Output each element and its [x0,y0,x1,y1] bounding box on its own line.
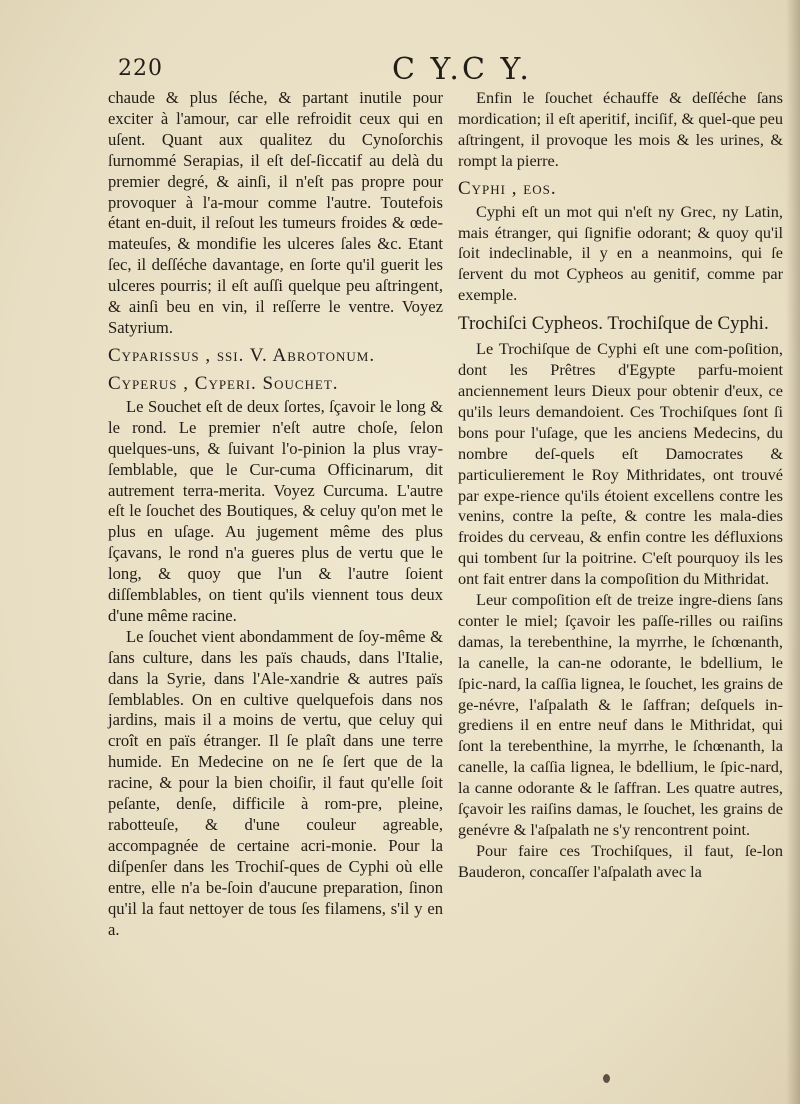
paragraph-cyphi-definition: Cyphi eſt un mot qui n'eſt ny Grec, ny Latin, mais étranger, qui ſignifie odorant; & quoy qu'il ſoit indeclinable, il y en a neanmoins, qui ſe ſervent du mot Cypheos au genitif, comme par exemple. [458,201,783,305]
paragraph-souchet-vertus: Enfin le ſouchet échauffe & deſſéche ſans mordication; il eſt aperitif, inciſif, & quel-que peu aſtringent, il provoque les mois & les urines, & rompt la pierre. [458,88,783,170]
page-header [0,52,800,86]
entry-heading-cyphi: Cyphi , eos. [458,177,557,199]
running-head-right: C Y. [462,52,532,87]
paragraph-souchet-sortes: Le Souchet eſt de deux ſortes, ſçavoir le long & le rond. Le premier n'eſt autre choſe, ſelon quelques-uns, & ſuivant l'o-pinion la plus vray-ſemblable, que le Cur-cuma Officinarum, dit autrement terra-merita. Voyez Curcuma. L'autre eſt le ſouchet des Boutiques, & celuy qu'on met le plus en uſage. Au jugement même des plus ſçavans, le rond n'a gueres plus de vertu que le long, & quoy que l'un & l'autre ſoient diſſemblables, on tient qu'ils viennent tous deux d'une même racine. [108,396,443,625]
ink-spot [603,1074,610,1083]
paragraph-trochisque-origine: Le Trochiſque de Cyphi eſt une com-poſition, dont les Prêtres d'Egypte parfu-moient anciennement leurs Dieux pour obtenir d'eux, ce qu'ils leurs demandoient. Ces Trochiſques ſont ſi bons pour l'uſage, que les anciens Medecins, du nombre deſ-quels eſt Damocrates & particulierement le Roy Mithridates, ont trouvé par expe-rience qu'ils étoient excellens contre les venins, contre la peſte, & contre les mala-dies froides du cerveau, & enfin contre les défluxions qui tombent ſur la poitrine. C'eſt pourquoy ils les ont fait entrer dans la compoſition du Mithridat. [458,339,783,589]
entry-heading-cyparissus: Cyparissus , ſſi. V. Abrotonum. [108,344,376,366]
paragraph-trochisque-preparation: Pour faire ces Trochiſques, il faut, ſe-lon Bauderon, concaſſer l'aſpalath avec la [458,840,783,881]
paragraph-souchet-culture: Le ſouchet vient abondamment de ſoy-même & ſans culture, dans les païs chauds, dans l'Italie, dans la Syrie, dans l'Ale-xandrie & autres païs ſemblables. On en cultive quelquefois dans nos jardins, mais il a moins de vertu, que celuy qui croît en païs étranger. Il ſe plaît dans une terre humide. En Medecine on ne ſe ſert que de la racine, & pour la bien choiſir, il faut qu'elle ſoit peſante, denſe, difficile à rom-pre, pleine, rabotteuſe, & d'une couleur agreable, accompagnée de certaine acri-monie. Pour la diſpenſer dans les Trochiſ-ques de Cyphi où elle entre, elle n'a be-ſoin d'aucune preparation, ſinon qu'il la faut nettoyer de tous ſes filamens, s'il y en a. [108,626,443,939]
page-number: 220 [118,56,163,81]
paragraph-cynosorchis: chaude & plus ſéche, & partant inutile pour exciter à l'amour, car elle refroidit ceux qui en uſent. Quant aux qualitez du Cynoſorchis ſurnommé Serapias, il eſt deſ-ſiccatif au delà du premier degré, & ainſi, il n'eſt pas propre pour provoquer à l'a-mour comme l'autre. Toutefois étant en-duit, il reſout les tumeurs froides & œde-mateuſes, & mondifie les ulceres ſales &c. Etant ſec, il deſſéche davantage, en ſorte qu'il guerit les ulceres pourris; il eſt auſſi quelque peu aſtringent, & ainſi beu en vin, il reſſerre le ventre. Voyez Satyrium. [108,88,443,337]
paragraph-trochisque-composition: Leur compoſition eſt de treize ingre-diens ſans conter le miel; ſçavoir les paſſe-rilles ou raiſins damas, la terebenthine, la myrrhe, le ſchœnanth, la canelle, la can-ne odorante, le bdellium, le ſpic-nard, la caſſia lignea, le ſouchet, les grains de ge-névre, l'aſpalath & le ſaffran; deſquels in-grediens il en entre neuf dans le Mithridat, qui ſont la terebenthine, la myrrhe, le ſchœnanth, la canelle, la caſſia lignea, le bdellium, le ſpic-nard, la canne odorante & le ſaffran. Les quatre autres, ſçavoir les raiſins damas, le ſouchet, les grains de genévre & l'aſpalath ne s'y rencontrent point. [458,590,783,839]
entry-heading-cyperus: Cyperus , Cyperi. Souchet. [108,372,339,394]
left-column [108,88,443,940]
right-column [458,88,783,883]
entry-heading-trochisci: Trochiſci Cypheos. Trochiſque de Cyphi. [458,313,769,335]
running-head-left: C Y. [392,52,462,87]
page-binding-shadow [786,0,800,1104]
